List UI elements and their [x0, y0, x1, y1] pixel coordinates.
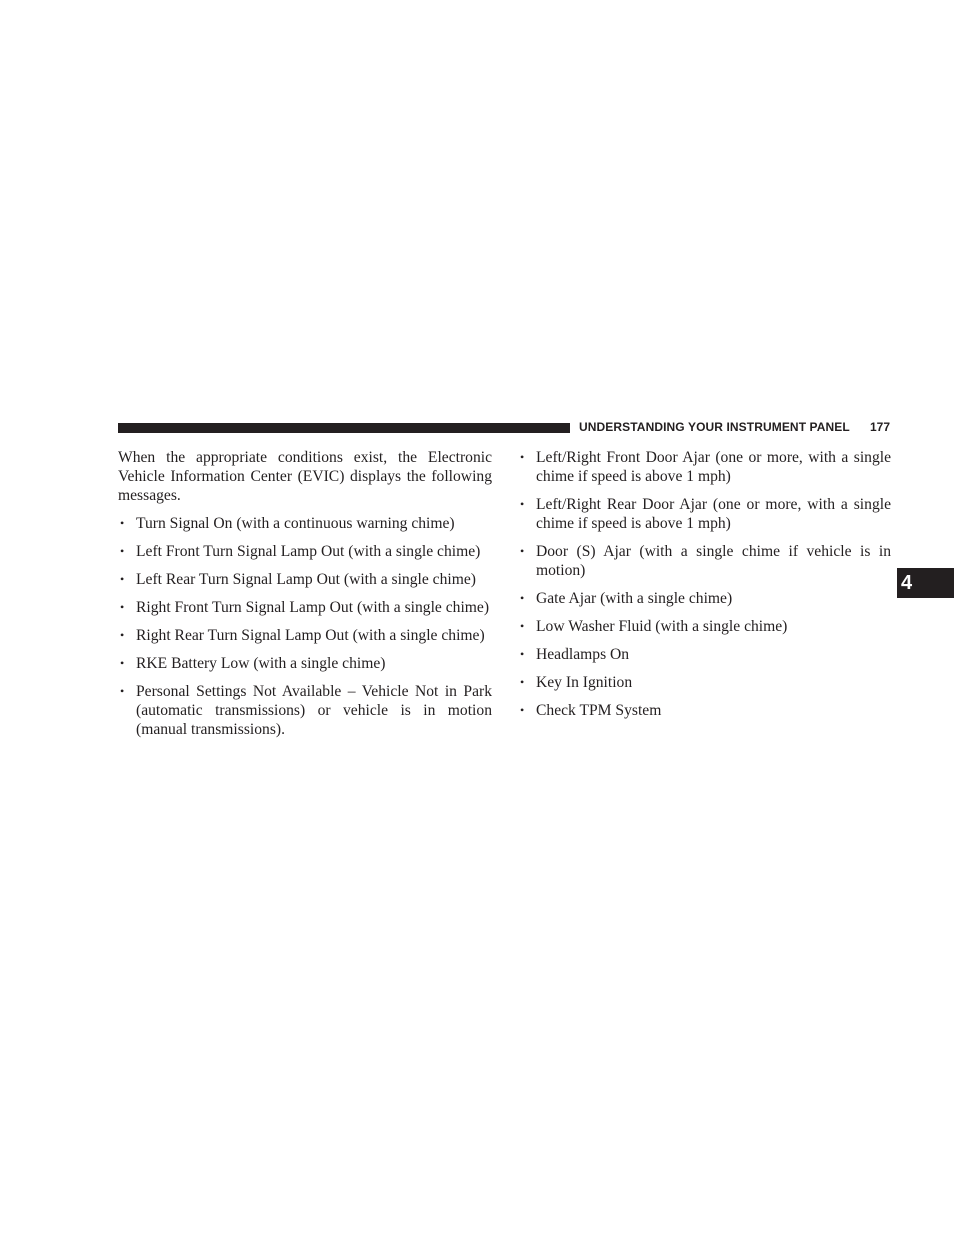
list-item [518, 673, 891, 692]
right-column [518, 448, 891, 729]
page-number: 177 [870, 420, 891, 434]
bullet-icon: • [520, 450, 525, 464]
bullet-icon: • [520, 675, 525, 689]
list-item-text: Right Rear Turn Signal Lamp Out (with a single chime) [136, 627, 485, 644]
list-item-text: Turn Signal On (with a continuous warning chime) [136, 515, 455, 532]
list-item [118, 626, 492, 645]
left-column [118, 448, 492, 748]
header-rule [118, 423, 570, 433]
list-item-text: Left/Right Front Door Ajar (one or more, with a single chime if speed is above 1 mph) [536, 449, 891, 485]
bullet-icon: • [120, 628, 125, 642]
list-item-text: RKE Battery Low (with a single chime) [136, 655, 386, 672]
list-item [118, 654, 492, 673]
list-item [118, 514, 492, 533]
bullet-icon: • [520, 703, 525, 717]
list-item [118, 598, 492, 617]
intro-paragraph: When the appropriate conditions exist, the Electronic Vehicle Information Center (EVIC) displays the following messages. [118, 449, 492, 504]
list-item-text: Headlamps On [536, 646, 630, 663]
list-item-text: Left/Right Rear Door Ajar (one or more, with a single chime if speed is above 1 mph) [536, 496, 891, 532]
right-message-list [518, 448, 891, 720]
list-item-text: Key In Ignition [536, 674, 633, 691]
list-item [118, 542, 492, 561]
bullet-icon: • [120, 684, 125, 698]
list-item [518, 542, 891, 580]
list-item [518, 589, 891, 608]
bullet-icon: • [520, 497, 525, 511]
list-item-text: Right Front Turn Signal Lamp Out (with a single chime) [136, 599, 490, 616]
list-item [118, 570, 492, 589]
list-item-text: Check TPM System [536, 702, 662, 719]
list-item [518, 495, 891, 533]
list-item-text: Left Front Turn Signal Lamp Out (with a single chime) [136, 543, 481, 560]
list-item [518, 645, 891, 664]
section-title: UNDERSTANDING YOUR INSTRUMENT PANEL [579, 420, 850, 434]
bullet-icon: • [120, 572, 125, 586]
chapter-tab: 4 [897, 568, 954, 598]
list-item [118, 682, 492, 739]
list-item-text: Door (S) Ajar (with a single chime if vehicle is in motion) [536, 543, 891, 579]
list-item [518, 701, 891, 720]
left-message-list [118, 514, 492, 739]
list-item-text: Personal Settings Not Available – Vehicle Not in Park (automatic transmissions) or vehicle is in motion (manual transmissions). [136, 683, 492, 738]
bullet-icon: • [520, 647, 525, 661]
list-item [518, 448, 891, 486]
bullet-icon: • [120, 656, 125, 670]
bullet-icon: • [520, 591, 525, 605]
bullet-icon: • [120, 544, 125, 558]
list-item-text: Low Washer Fluid (with a single chime) [536, 618, 788, 635]
bullet-icon: • [520, 619, 525, 633]
list-item [518, 617, 891, 636]
list-item-text: Gate Ajar (with a single chime) [536, 590, 733, 607]
list-item-text: Left Rear Turn Signal Lamp Out (with a single chime) [136, 571, 476, 588]
bullet-icon: • [120, 600, 125, 614]
bullet-icon: • [520, 544, 525, 558]
bullet-icon: • [120, 516, 125, 530]
